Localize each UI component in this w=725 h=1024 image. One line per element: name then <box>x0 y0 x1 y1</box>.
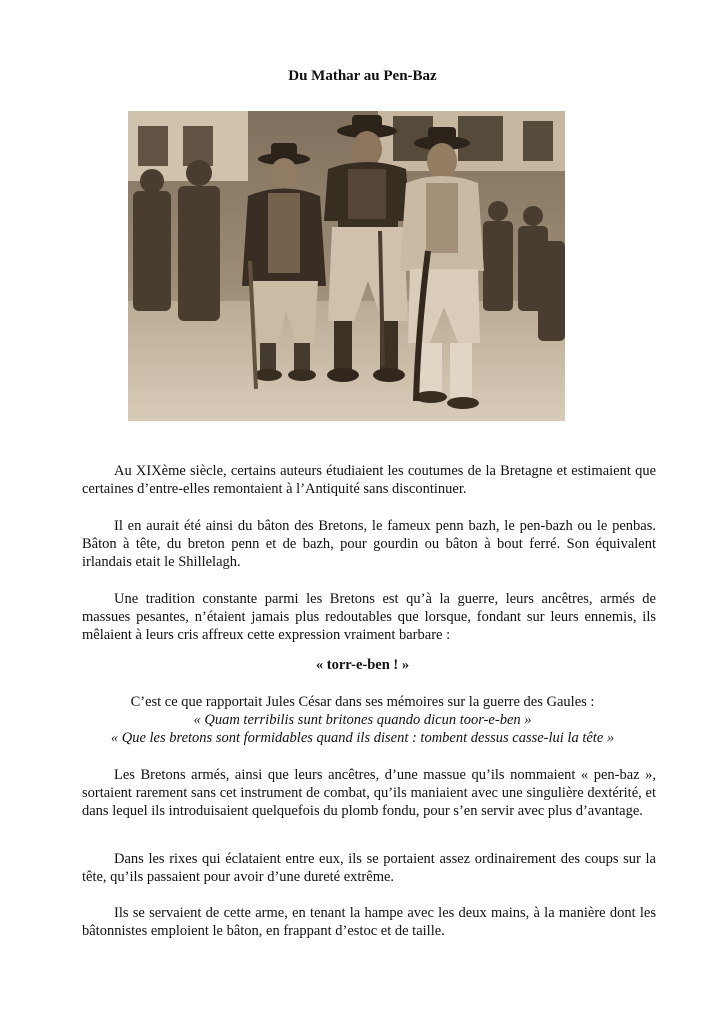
battle-cry: « torr-e-ben ! » <box>315 657 410 673</box>
paragraph-2 <box>82 517 656 571</box>
paragraph-5-text: Dans les rixes qui éclataient entre eux, ils se portaient assez ordinairement des coups sur la tête, qu’ils passaient pour avoir d’une dureté extrême. <box>82 851 656 885</box>
paragraph-1-text: Au XIXème siècle, certains auteurs étudiaient les coutumes de la Bretagne et estimaient que certaines d’entre-elles remontaient à l’Antiquité sans discontinuer. <box>82 463 656 497</box>
document-title: Du Mathar au Pen-Baz <box>288 68 437 84</box>
paragraph-5 <box>82 850 656 886</box>
quote-intro: C’est ce que rapportait Jules César dans ses mémoires sur la guerre des Gaules : <box>130 694 595 710</box>
paragraph-6-text: Ils se servaient de cette arme, en tenant la hampe avec les deux mains, à la manière dont les bâtonnistes emploient le bâton, en frappant d’estoc et de taille. <box>82 905 656 939</box>
paragraph-2-text: Il en aurait été ainsi du bâton des Bretons, le fameux penn bazh, le pen-bazh ou le penbas. Bâton à tête, du breton penn et de bazh, pour gourdin ou bâton à bout ferré. Son équivalent irlandais etait le Shillelagh. <box>82 518 656 570</box>
paragraph-3 <box>82 590 656 644</box>
historic-photo <box>128 111 565 421</box>
quote-french: « Que les bretons sont formidables quand ils disent : tombent dessus casse-lui la tête » <box>110 730 615 746</box>
paragraph-3-text: Une tradition constante parmi les Bretons est qu’à la guerre, leurs ancêtres, armés de massues pesantes, n’étaient jamais plus redoutables que lorsque, fondant sur leurs ennemis, ils mêlaient à leurs cris affreux cette expression vraiment barbare : <box>82 591 656 643</box>
paragraph-6 <box>82 904 656 940</box>
paragraph-4 <box>82 766 656 820</box>
paragraph-4-text: Les Bretons armés, ainsi que leurs ancêtres, d’une massue qu’ils nommaient « pen-baz », sortaient rarement sans cet instrument de combat, qu’ils maniaient avec une singulière dextérité, et dans lequel ils introduisaient quelquefois du plomb fondu, pour s’en servir avec plus d’avantage. <box>82 767 656 819</box>
paragraph-1 <box>82 462 656 498</box>
sepia-photo-illustration <box>128 111 565 421</box>
quote-latin: « Quam terribilis sunt britones quando dicun toor-e-ben » <box>193 712 532 728</box>
